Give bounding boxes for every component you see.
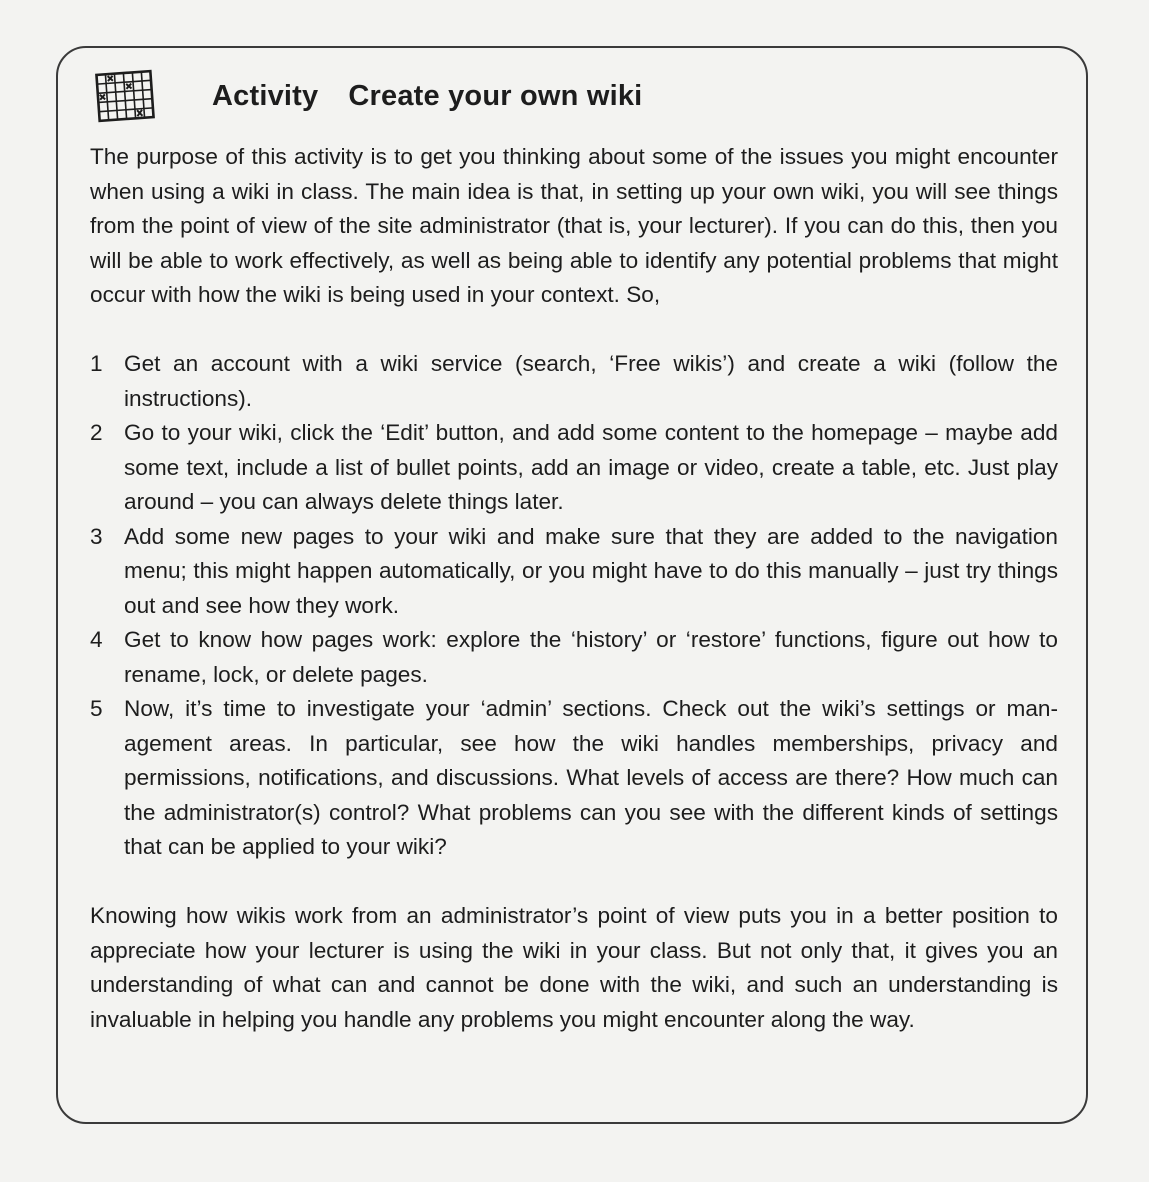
step-text: Get an account with a wiki service (search, ‘Free wikis’) and create a wiki (follow the instructions).: [124, 351, 1058, 411]
step-text: Add some new pages to your wiki and make sure that they are added to the navigation menu; this might happen automatically, or you might have to do this manually – just try things out and see how they work.: [124, 523, 1058, 618]
list-item: [90, 692, 1058, 865]
step-number: 5: [90, 696, 103, 721]
activity-header: [92, 66, 642, 126]
intro-paragraph: The purpose of this activity is to get you thinking about some of the issues you might encounter when using a wiki in class. The main idea is that, in setting up your own wiki, you will see things from the point of view of the site administrator (that is, your lecturer). If you can do this, then you will be able to work effectively, as well as being able to identify any potential problems that might occur with how the wiki is being used in your context. So,: [90, 144, 1058, 307]
list-item: [90, 623, 1058, 692]
step-number: 2: [90, 420, 103, 445]
list-item: [90, 520, 1058, 624]
step-text: Get to know how pages work: explore the ‘history’ or ‘restore’ functions, figure out how to rename, lock, or delete pages.: [124, 627, 1058, 687]
step-text: Now, it’s time to investigate your ‘admin’ sections. Check out the wiki’s settings or management areas. In particular, see how the wiki handles memberships, privacy and permissions, notifications, and discussions. What levels of access are there? How much can the administrator(s) control? What problems can you see with the different kinds of settings that can be applied to your wiki?: [124, 696, 1058, 859]
grid-puzzle-icon: [92, 67, 158, 125]
activity-label: Activity: [212, 79, 319, 112]
step-number: 1: [90, 351, 103, 376]
activity-title: Create your own wiki: [348, 79, 643, 112]
list-item: [90, 347, 1058, 416]
list-item: [90, 416, 1058, 520]
steps-list: [90, 347, 1058, 865]
step-number: 3: [90, 523, 103, 549]
activity-box: [56, 46, 1088, 1124]
activity-heading: [212, 80, 642, 113]
step-number: 4: [90, 627, 103, 652]
step-text: Go to your wiki, click the ‘Edit’ button, and add some content to the homepage – maybe add some text, include a list of bullet points, add an image or video, create a table, etc. Just play around – you can always delete things later.: [124, 420, 1058, 514]
conclusion-paragraph: Knowing how wikis work from an administrator’s point of view puts you in a better position to appreciate how your lecturer is using the wiki in your class. But not only that, it gives you an understanding of what can and cannot be done with the wiki, and such an understanding is invaluable in helping you handle any problems you might encounter along the way.: [90, 903, 1058, 1032]
activity-content: [90, 140, 1058, 1037]
